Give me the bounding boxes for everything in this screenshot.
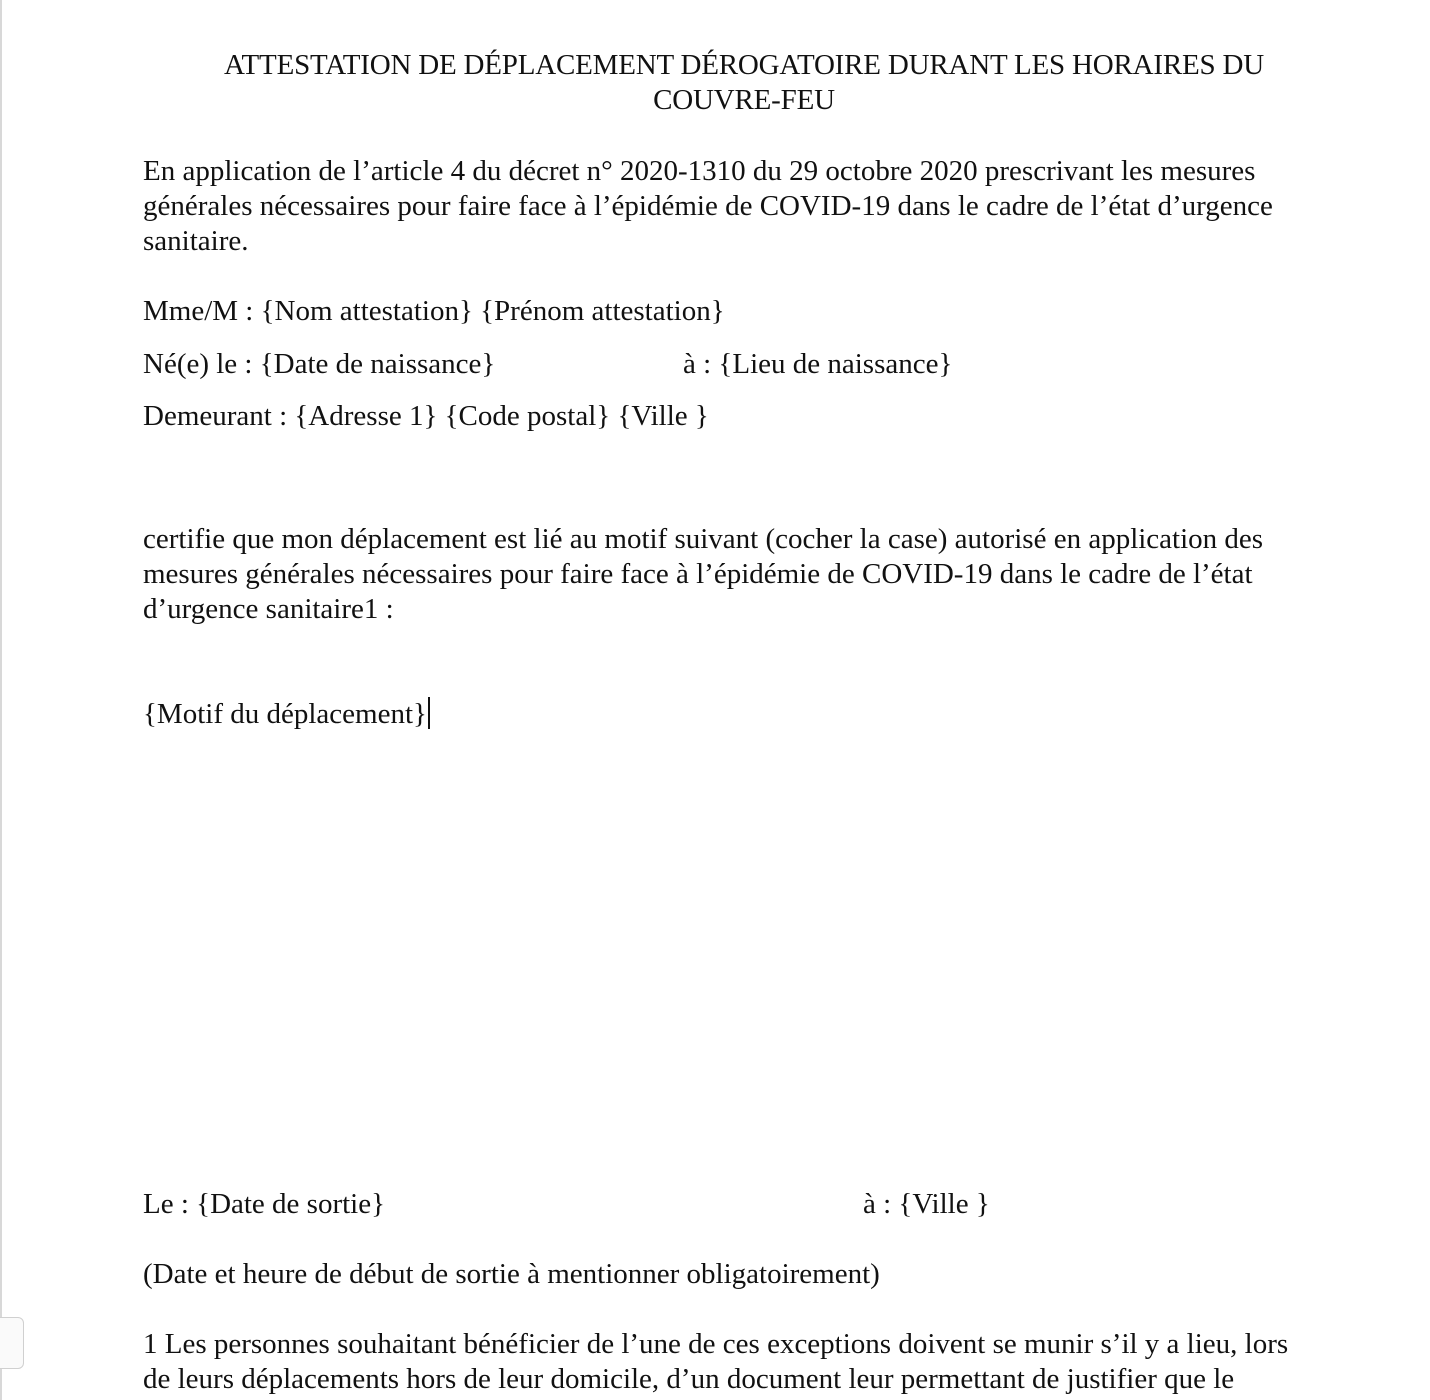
document-title [143, 48, 1345, 118]
signature-city-field: à : {Ville } [863, 1188, 990, 1220]
intro-paragraph [143, 154, 1273, 259]
window-left-edge [0, 0, 2, 1400]
mandatory-note: (Date et heure de début de sortie à mentionner obligatoirement) [143, 1258, 880, 1290]
title-line-1: ATTESTATION DE DÉPLACEMENT DÉROGATOIRE DURANT LES HORAIRES DU [224, 49, 1264, 81]
side-panel-handle[interactable] [0, 1317, 24, 1369]
exit-date-field: Le : {Date de sortie} [143, 1188, 386, 1220]
motif-field: {Motif du déplacement} [143, 698, 427, 730]
certify-line: d’urgence sanitaire1 : [143, 593, 394, 625]
intro-line: En application de l’article 4 du décret n° 2020-1310 du 29 octobre 2020 prescrivant les mesures [143, 155, 1256, 187]
birth-place-field: à : {Lieu de naissance} [683, 348, 953, 380]
name-field-line: Mme/M : {Nom attestation} {Prénom attestation} [143, 295, 725, 327]
motif-line[interactable] [143, 697, 430, 732]
footnote-line: de leurs déplacements hors de leur domicile, d’un document leur permettant de justifier que le [143, 1363, 1235, 1395]
certify-paragraph [143, 522, 1263, 627]
title-line-2: COUVRE-FEU [653, 84, 835, 116]
birth-date-field: Né(e) le : {Date de naissance} [143, 348, 496, 380]
address-field-line: Demeurant : {Adresse 1} {Code postal} {Ville } [143, 400, 709, 432]
intro-line: sanitaire. [143, 225, 249, 257]
certify-line: certifie que mon déplacement est lié au motif suivant (cocher la case) autorisé en application des [143, 523, 1264, 555]
certify-line: mesures générales nécessaires pour faire face à l’épidémie de COVID-19 dans le cadre de l’état [143, 558, 1253, 590]
intro-line: générales nécessaires pour faire face à l’épidémie de COVID-19 dans le cadre de l’état d’urgence [143, 190, 1273, 222]
footnote-paragraph [143, 1327, 1288, 1397]
footnote-line: 1 Les personnes souhaitant bénéficier de l’une de ces exceptions doivent se munir s’il y a lieu, lors [143, 1328, 1289, 1360]
text-cursor [428, 697, 430, 729]
